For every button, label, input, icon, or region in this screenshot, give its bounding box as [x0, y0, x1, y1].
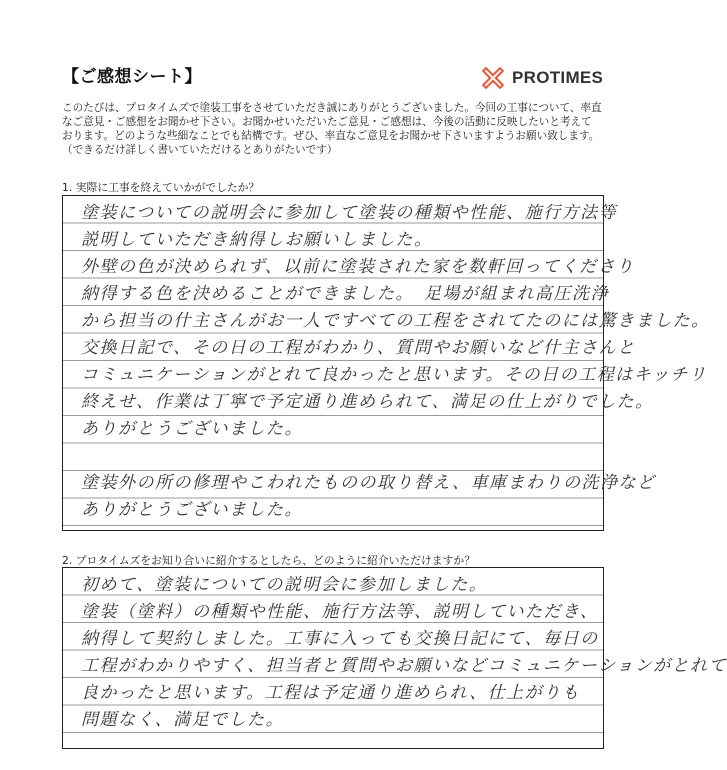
answer-line: 工程がわかりやすく、担当者と質問やお願いなどコミュニケーションがとれて — [81, 656, 727, 676]
answer-line: 塗装についての説明会に参加して塗装の種類や性能、施行方法等 — [81, 203, 618, 223]
answer-line: コミュニケーションがとれて良かったと思います。その日の工程はキッチリ — [81, 365, 708, 385]
answer-line: 納得して契約しました。工事に入っても交換日記にて、毎日の — [81, 629, 599, 649]
question-1-label: 1. 実際に工事を終えていかがでしたか？ — [62, 181, 260, 194]
answer-line: 終えせ、作業は丁寧で予定通り進められて、満足の仕上がりでした。 — [81, 392, 654, 412]
answer-line: ありがとうございました。 — [81, 500, 303, 520]
answer-line: 納得する色を決めることができました。 足場が組まれ高圧洗浄 — [81, 284, 609, 304]
answer-line: 良かったと思います。工程は予定通り進められ、仕上がりも — [81, 683, 581, 703]
logo-text: PROTIMES — [512, 68, 604, 87]
answer-line: 説明していただき納得しお願いしました。 — [81, 230, 433, 250]
answer-2-box — [62, 567, 727, 749]
answer-1-box — [62, 195, 710, 531]
answer-line: から担当の什主さんがお一人ですべての工程をされてたのには驚きました。 — [81, 311, 710, 331]
question-2-label: 2. プロタイムズをお知り合いに紹介するとしたら、どのように紹介いただけますか？ — [62, 554, 475, 567]
company-logo — [480, 64, 603, 92]
answer-line — [81, 443, 597, 470]
answer-line: 交換日記で、その日の工程がわかり、質問やお願いなど什主さんと — [81, 338, 636, 358]
answer-line: 問題なく、満足でした。 — [81, 710, 285, 730]
answer-line: 外壁の色が決められず、以前に塗装された家を数軒回ってくださり — [81, 257, 635, 277]
answer-line: 初めて、塗装についての説明会に参加しました。 — [81, 575, 488, 595]
answer-line: 塗装（塗料）の種類や性能、施行方法等、説明していただき、 — [81, 602, 599, 622]
protimes-logo-icon — [480, 65, 506, 91]
page-title: 【ご感想シート】 — [62, 67, 202, 87]
answer-line: ありがとうございました。 — [81, 419, 303, 439]
intro-text: このたびは、プロタイムズで塗装工事をさせていただき誠にありがとうございました。今回の工事について、率直なご意見・ご感想をお聞かせ下さい。お聞かせいただいたご意見・ご感想は、今後の活動に反映したいと考えております。どのような些細なことでも結構です。ぜひ、率直なご意見をお聞かせ下さいますようお願い致します。（できるだけ詳しく書いていただけるとありがたいです） — [62, 102, 602, 156]
answer-line: 塗装外の所の修理やこわれたものの取り替え、車庫まわりの洗浄など — [81, 473, 656, 493]
